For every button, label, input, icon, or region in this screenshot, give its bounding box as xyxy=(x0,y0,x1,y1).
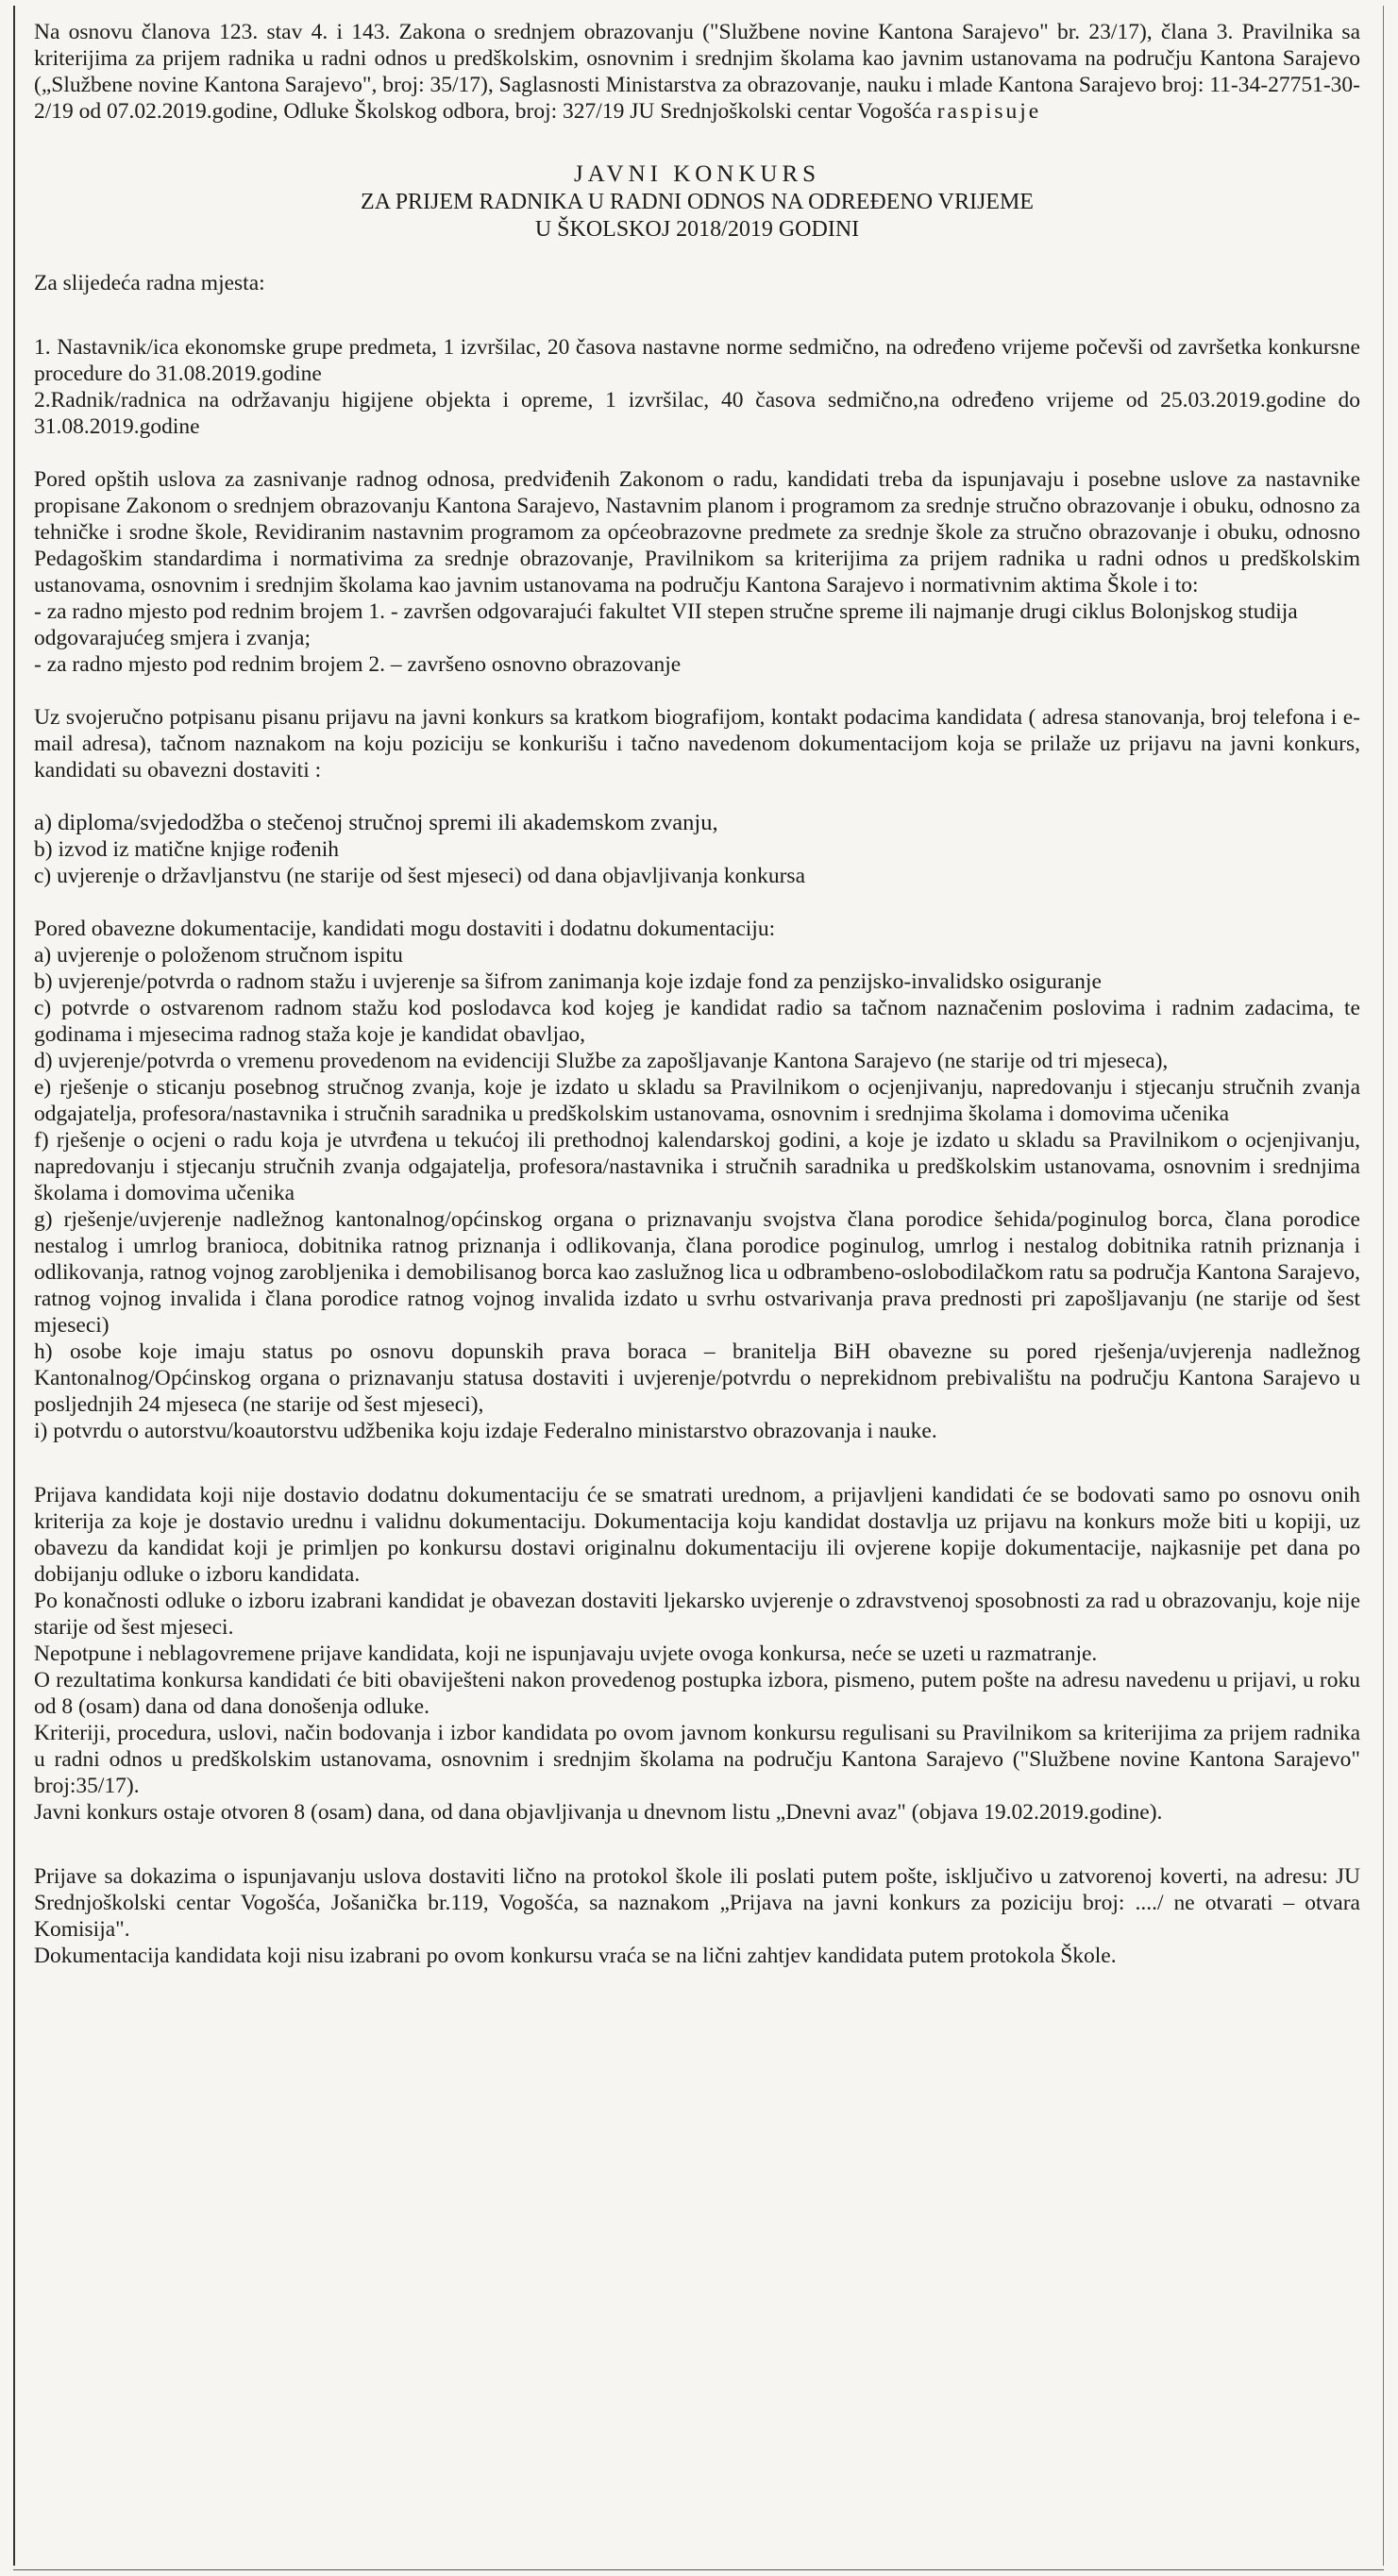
extra-doc-f: f) rješenje o ocjeni o radu koja je utvrđena u tekućoj ili prethodnoj kalendarskoj godini, a koje je izdato u skladu sa Pravilnikom o ocjenjivanju, napredovanju i stjecanju stručnih zvanja odgajatelja, profesora/nastavnika i stručnih saradnika u predškolskim ustanovama, osnovnim i srednjima školama i domovima učenika xyxy=(34,1128,1360,1205)
rule-paragraph-6: Javni konkurs ostaje otvoren 8 (osam) dana, od dana objavljivanja u dnevnom listu „Dnevni avaz" (objava 19.02.2019.godine). xyxy=(34,1800,1163,1825)
rule-paragraph-4: O rezultatima konkursa kandidati će biti obaviješteni nakon provedenog postupka izbora, pismeno, putem pošte na adresu navedenu u prijavi, u roku od 8 (osam) dana od dana donošenja odluke. xyxy=(34,1668,1360,1719)
document-title: JAVNI KONKURS xyxy=(573,161,821,187)
position-item-2: 2.Radnik/radnica na održavanju higijene objekta i opreme, 1 izvršilac, 40 časova sedmično,na određeno vrijeme od 25.03.2019.godine do 31.08.2019.godine xyxy=(34,388,1360,439)
extra-doc-e: e) rješenje o sticanju posebnog stručnog zvanja, koje je izdato u skladu sa Pravilnikom o ocjenjivanju, napredovanju i stjecanju stručnih zvanja odgajatelja, profesora/nastavnika i stručnih saradnika u predškolskim ustanovama, osnovnim i srednjima školama i domovima učenika xyxy=(34,1075,1360,1126)
rule-paragraph-5: Kriteriji, procedura, uslovi, način bodovanja i izbor kandidata po ovom javnom konkursu regulisani su Pravilnikom sa kriterijima za prijem radnika u radni odnos u predškolskim ustanovama, osnovnim i srednjim školama na području Kantona Sarajevo ("Službene novine Kantona Sarajevo" broj:35/17). xyxy=(34,1721,1360,1798)
intro-text: Na osnovu članova 123. stav 4. i 143. Zakona o srednjem obrazovanju ("Službene novine Kantona Sarajevo" br. 23/17), člana 3. Pravilnika sa kriterijima za prijem radnika u radni odnos u predškolskim, osnovnim i srednjim školama kao javnim ustanovama na području Kantona Sarajevo („Službene novine Kantona Sarajevo", broj: 35/17), Saglasnosti Ministarstva za obrazovanje, nauku i mlade Kantona Sarajevo broj: 11-34-27751-30-2/19 od 07.02.2019.godine, Odluke Školskog odbora, broj: 327/19 JU Srednjoškolski centar Vogošća xyxy=(34,20,1360,124)
application-paragraph: Uz svojeručno potpisanu pisanu prijavu na javni konkurs sa kratkom biografijom, kontakt podacima kandidata ( adresa stanovanja, broj telefona i e-mail adresa), tačnom naznakom na koju poziciju se konkurišu i tačno navedenom dokumentacijom koja se prilaže uz prijavu na javni konkurs, kandidati su obavezni dostaviti : xyxy=(34,705,1360,783)
positions-heading: Za slijedeća radna mjesta: xyxy=(34,271,265,295)
extra-doc-g: g) rješenje/uvjerenje nadležnog kantonalnog/općinskog organa o priznavanju svojstva člana porodice šehida/poginulog borca, člana porodice nestalog i umrlog branioca, dobitnika ratnog priznanja i odlikovanja, člana porodice poginulog, umrlog i nestalog dobitnika ratnih priznanja i odlikovanja, ratnog vojnog zarobljenika i demobilisanog borca kao zaslužnog lica u odbrambeno-oslobodilačkom ratu sa područja Kantona Sarajevo, ratnog vojnog invalida i člana porodice ratnog vojnog invalida izdato u svrhu ostvarivanja prava prednosti pri zapošljavanju (ne starije od šest mjeseci) xyxy=(34,1207,1360,1338)
required-doc-b: b) izvod iz matične knjige rođenih xyxy=(34,837,340,862)
condition-item-1: - za radno mjesto pod rednim brojem 1. - završen odgovarajući fakultet VII stepen stručne spreme ili najmanje drugi ciklus Bolonjskog studija odgovarajućeg smjera i zvanja; xyxy=(34,599,1298,650)
title-line-2: U ŠKOLSKOJ 2018/2019 GODINI xyxy=(534,217,860,242)
intro-tail: raspisuje xyxy=(936,99,1042,124)
required-doc-a: a) diploma/svjedodžba o stečenoj stručnoj spremi ili akademskom zvanju, xyxy=(34,810,718,835)
extra-doc-a: a) uvjerenje o položenom stručnom ispitu xyxy=(34,943,403,968)
extra-docs-heading: Pored obavezne dokumentacije, kandidati mogu dostaviti i dodatnu dokumentaciju: xyxy=(34,917,776,941)
conditions-paragraph: Pored opštih uslova za zasnivanje radnog odnosa, predviđenih Zakonom o radu, kandidati treba da ispunjavaju i posebne uslove za nastavnike propisane Zakonom o srednjem obrazovanju Kantona Sarajevo, Nastavnim planom i programom za srednje stručno obrazovanje i obuku, odnosno za tehničke i srodne škole, Revidiranim nastavnim programom za općeobrazovne predmete za srednje škole za stručno obrazovanje i obuku, odnosno Pedagoškim standardima i normativima za srednje obrazovanje, Pravilnikom sa kriterijima za prijem radnika u radni odnos u predškolskim ustanovama, osnovnim i srednjim školama kao javnim ustanovama na području Kantona Sarajevo i normativnim aktima Škole i to: xyxy=(34,467,1360,598)
rule-paragraph-2: Po konačnosti odluke o izboru izabrani kandidat je obavezan dostaviti ljekarsko uvjerenje o zdravstvenoj sposobnosti za rad u obrazovanju, koje nije starije od šest mjeseci. xyxy=(34,1589,1360,1640)
submission-paragraph: Prijave sa dokazima o ispunjavanju uslova dostaviti lično na protokol škole ili poslati putem pošte, isključivo u zatvorenoj koverti, na adresu: JU Srednjoškolski centar Vogošća, Jošanička br.119, Vogošća, sa naznakom „Prijava na javni konkurs za poziciju broj: ..../ ne otvarati – otvara Komisija". xyxy=(34,1864,1360,1942)
extra-doc-i: i) potvrdu o autorstvu/koautorstvu udžbenika koju izdaje Federalno ministarstvo obrazovanja i nauke. xyxy=(34,1419,937,1443)
required-doc-c: c) uvjerenje o državljanstvu (ne starije od šest mjeseci) od dana objavljivanja konkursa xyxy=(34,864,806,888)
title-line-1: ZA PRIJEM RADNIKA U RADNI ODNOS NA ODREĐENO VRIJEME xyxy=(361,190,1034,214)
title-block xyxy=(34,160,1360,244)
extra-doc-h: h) osobe koje imaju status po osnovu dopunskih prava boraca – branitelja BiH obavezne su pored rješenja/uvjerenja nadležnog Kantonalnog/Općinskog organa o priznavanju statusa dostaviti i uvjerenje/potvrdu o neprekidnom prebivalištu na području Kantona Sarajevo u posljednjih 24 mjeseca (ne starije od šest mjeseci), xyxy=(34,1339,1360,1417)
extra-doc-d: d) uvjerenje/potvrda o vremenu provedenom na evidenciji Službe za zapošljavanje Kantona Sarajevo (ne starije od tri mjeseca), xyxy=(34,1049,1169,1073)
extra-doc-b: b) uvjerenje/potvrda o radnom stažu i uvjerenje sa šifrom zanimanja koje izdaje fond za penzijsko-invalidsko osiguranje xyxy=(34,969,1102,994)
page-bottom-border xyxy=(13,2569,1384,2570)
rule-paragraph-3: Nepotpune i neblagovremene prijave kandidata, koji ne ispunjavaju uvjete ovoga konkursa, neće se uzeti u razmatranje. xyxy=(34,1642,1098,1666)
intro-paragraph xyxy=(34,19,1360,125)
condition-item-2: - za radno mjesto pod rednim brojem 2. – završeno osnovno obrazovanje xyxy=(34,652,682,677)
position-item-1: 1. Nastavnik/ica ekonomske grupe predmeta, 1 izvršilac, 20 časova nastavne norme sedmično, na određeno vrijeme počevši od završetka konkursne procedure do 31.08.2019.godine xyxy=(34,335,1360,386)
extra-doc-c: c) potvrde o ostvarenom radnom stažu kod poslodavca kod kojeg je kandidat radio sa tačnom naznačenim poslovima i radnim zadacima, te godinama i mjesecima radnog staža koje je kandidat obavljao, xyxy=(34,996,1360,1047)
return-note: Dokumentacija kandidata koji nisu izabrani po ovom konkursu vraća se na lični zahtjev kandidata putem protokola Škole. xyxy=(34,1944,1117,1968)
rule-paragraph-1: Prijava kandidata koji nije dostavio dodatnu dokumentaciju će se smatrati urednom, a prijavljeni kandidati će se bodovati samo po osnovu onih kriterija za koje je dostavio urednu i validnu dokumentaciju. Dokumentacija koju kandidat dostavlja uz prijavu na konkurs može biti u kopiji, uz obavezu da kandidat koji je primljen po konkursu dostavi originalnu dokumentaciju ili ovjerene kopije dokumentacije, najkasnije pet dana po dobijanju odluke o izboru kandidata. xyxy=(34,1483,1360,1587)
